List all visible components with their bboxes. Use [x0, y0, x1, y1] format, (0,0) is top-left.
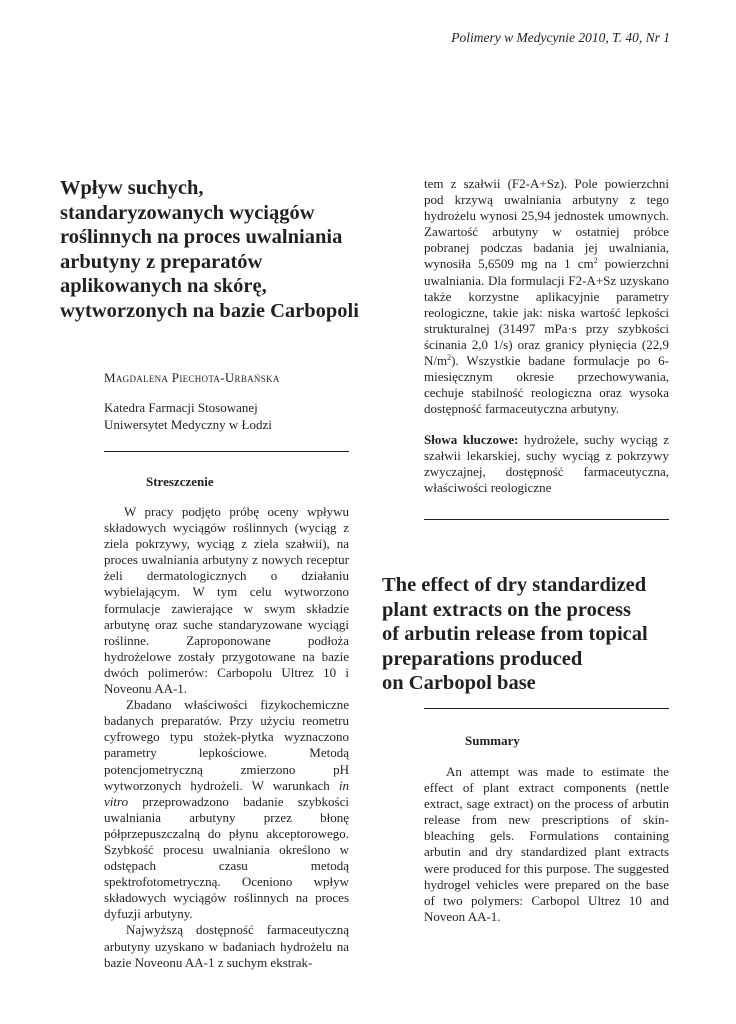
article-title-english [382, 573, 682, 696]
streszczenie-paragraph-3: Najwyższą dostępność farmaceutyczną arbutyny uzyskano w badaniach hydrożelu na bazie Noveonu AA-1 z suchym ekstrak- [104, 922, 349, 970]
p2-text-a: Zbadano właściwości fizykochemiczne badanych preparatów. Przy użyciu reometru cyfrowego typu stożek-płytka wyznaczono parametry lepkościowe. Metodą potencjometryczną zmierzono pH wytworzonych hydrożeli. W warunkach [104, 697, 349, 793]
keywords [424, 432, 669, 496]
p3-text-a: tem z szałwii (F2-A+Sz). Pole powierzchni pod krzywą uwalniania arbutyny z tego hydrożelu wynosi 25,94 jednostek umownych. Zawartość arbutyny w ostatniej próbce pobranej podczas badania jej uwalniania, wynosiła 5,6509 mg na 1 cm [424, 176, 669, 272]
article-title-polish: Wpływ suchych, standaryzowanych wyciągów roślinnych na proces uwalniania arbutyny z preparatów aplikowanych na skórę, wytworzonych na bazie Carbopoli [60, 177, 359, 322]
streszczenie-paragraph-2 [104, 697, 349, 922]
streszczenie-paragraph-1: W pracy podjęto próbę oceny wpływu składowych wyciągów roślinnych (wyciąg z ziela pokrzywy, wyciąg z ziela szałwii), na proces uwalniania arbutyny z nowych receptur żeli dermatologicznych o działaniu wybielającym. W tym celu wytworzono formulacje zawierające w swym składzie arbutynę oraz suche standaryzowane wyciągi roślinne. Zaproponowane podłoża hydrożelowe zostały przygotowane na bazie dwóch polimerów: Carbopolu Ultrez 10 i Noveonu AA-1. [104, 504, 349, 697]
title-en-line-5: on Carbopol base [382, 672, 536, 694]
streszczenie-body [104, 504, 349, 971]
divider-right-bottom [424, 708, 669, 709]
summary-paragraph: An attempt was made to estimate the effect of plant extract components (nettle extract, sage extract) on the process of arbutin release from new prescriptions of skin-bleaching gels. Formulations containing arbutin and dry standardized plant extracts were produced for this purpose. The suggested hydrogel vehicles were prepared on the base of two polymers: Carbopol Ultrez 10 and Noveon AA-1. [424, 764, 669, 924]
p3-sup-1: 2 [593, 256, 598, 266]
divider-left [104, 451, 349, 452]
divider-right-top [424, 519, 669, 520]
streszczenie-paragraph-3-cont [424, 176, 669, 417]
p3-text-b: powierzchni uwalniania. Dla formulacji F2-A+Sz uzyskano także korzystne aplikacyjnie parametry reologiczne, takie jak: niska wartość lepkości strukturalnej (31497 mPa·s przy szybkości ścinania 2,0 1/s) oraz granicy płynięcia (22,9 N/m [424, 256, 669, 369]
affiliation [104, 399, 272, 433]
keywords-text: hydrożele, suchy wyciąg z szałwii lekarskiej, suchy wyciąg z pokrzywy zwyczajnej, dostępność farmaceutyczna, właściwości reologiczne [424, 432, 669, 496]
title-en-line-2: plant extracts on the process [382, 598, 632, 621]
summary-heading: Summary [465, 733, 520, 748]
author-name: Magdalena Piechota-Urbańska [104, 370, 280, 385]
p3-text-c: ). Wszystkie badane formulacje po 6-miesięcznym okresie przechowywania, cechuje stabilność reologiczna oraz wysoka dostępność farmaceutyczna arbutyny. [424, 353, 669, 417]
p3-sup-2: 2 [447, 353, 452, 363]
title-en-line-4: preparations produced [382, 647, 583, 670]
p2-text-b: przeprowadzono badanie szybkości uwalniania arbutyny przez błonę półprzepuszczalną do płynu akceptorowego. Szybkość procesu uwalniania określono w odstępach czasu metodą spektrofotometryczną. Oceniono wpływ składowych wyciągów roślinnych na proces dyfuzji arbutyny. [104, 793, 349, 922]
keywords-label: Słowa kluczowe: [424, 432, 519, 447]
title-en-line-3: of arbutin release from topical [382, 623, 648, 645]
p2-italic: in vitro [104, 777, 349, 809]
journal-header: Polimery w Medycynie 2010, T. 40, Nr 1 [451, 30, 670, 45]
affiliation-line-2: Uniwersytet Medyczny w Łodzi [104, 417, 272, 432]
summary-body [424, 764, 669, 925]
streszczenie-continuation [424, 176, 669, 417]
affiliation-line-1: Katedra Farmacji Stosowanej [104, 400, 258, 415]
title-en-line-1: The effect of dry standardized [382, 574, 647, 596]
streszczenie-heading: Streszczenie [146, 474, 214, 489]
